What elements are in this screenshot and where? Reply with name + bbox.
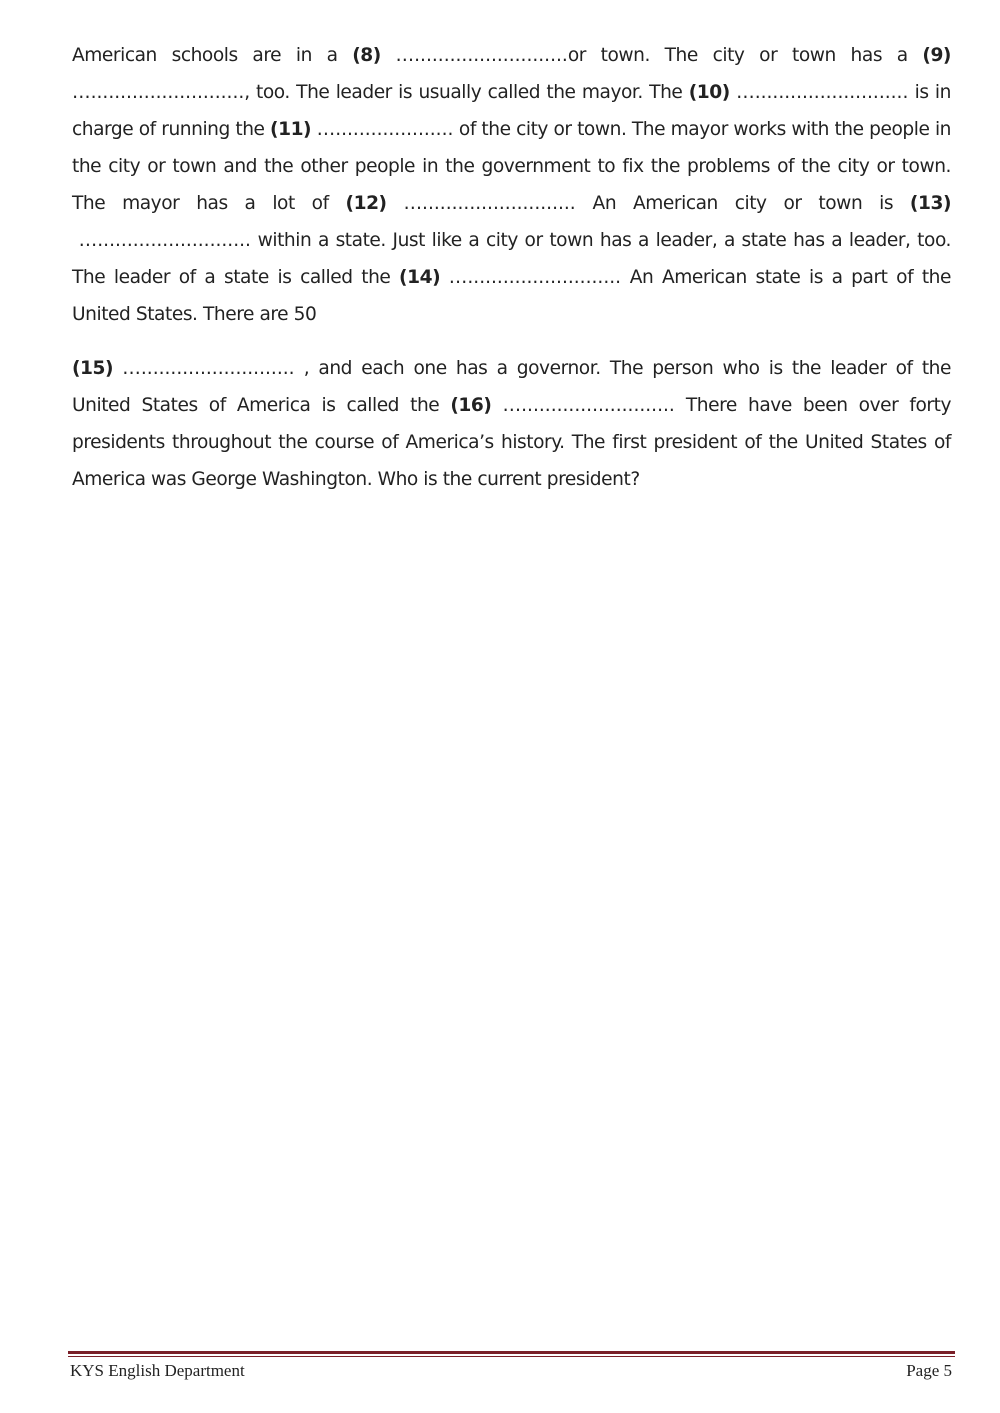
blank-number: (16) [450, 395, 492, 416]
fill-in-blank: ….......................... [122, 358, 295, 379]
blank-number: (15) [72, 358, 114, 379]
blank-number: (8) [352, 45, 381, 66]
fill-in-blank: ….......................... [448, 267, 622, 288]
text-run: An American state is a part of the United States. There are 50 [72, 267, 951, 325]
text-run: , and each one has a governor. The person who is the leader of the United States of America is called the [72, 358, 951, 416]
text-run [387, 193, 404, 214]
footer-rule-thick [68, 1351, 955, 1354]
blank-number: (11) [270, 119, 312, 140]
fill-in-blank: ….......................... [403, 193, 576, 214]
footer-page-number: Page 5 [906, 1361, 952, 1380]
text-run: , too. The leader is usually called the mayor. The [244, 82, 689, 103]
text-run [491, 395, 502, 416]
text-run [113, 358, 122, 379]
text-run: An American city or town is [575, 193, 910, 214]
text-run [381, 45, 396, 66]
blank-number: (10) [688, 82, 730, 103]
fill-in-blank: ….......................... [72, 82, 245, 103]
paragraph-2 [72, 350, 951, 498]
text-run: There have been over forty presidents throughout the course of America’s history. The first president of the United States of America was George Washington. Who is the current president? [72, 395, 952, 490]
text-run: or town. The city or town has a [567, 45, 923, 66]
text-run: within a state. Just like a city or town has a leader, a state has a leader, too. The leader of a state is called the [72, 230, 951, 288]
fill-in-blank: ….......................... [395, 45, 568, 66]
blank-number: (14) [399, 267, 441, 288]
text-run: of the city or town. The mayor works with the people in the city or town and the other people in the government to fix the problems of the city or town. The mayor has a lot of [72, 119, 951, 214]
footer-department: KYS English Department [70, 1361, 245, 1380]
paragraph-1 [72, 37, 951, 333]
text-run [72, 230, 79, 251]
footer-rule-thin [68, 1356, 955, 1358]
fill-in-blank: ….......................... [78, 230, 251, 251]
blank-number: (12) [345, 193, 387, 214]
text-run [440, 267, 449, 288]
text-run: American schools are in a [72, 45, 353, 66]
blank-number: (13) [909, 193, 951, 214]
fill-in-blank: ….......................... [736, 82, 909, 103]
text-run: is in charge of running the [72, 82, 951, 140]
fill-in-blank: ….......................... [502, 395, 675, 416]
fill-in-blank: ….................... [316, 119, 454, 140]
blank-number: (9) [922, 45, 951, 66]
